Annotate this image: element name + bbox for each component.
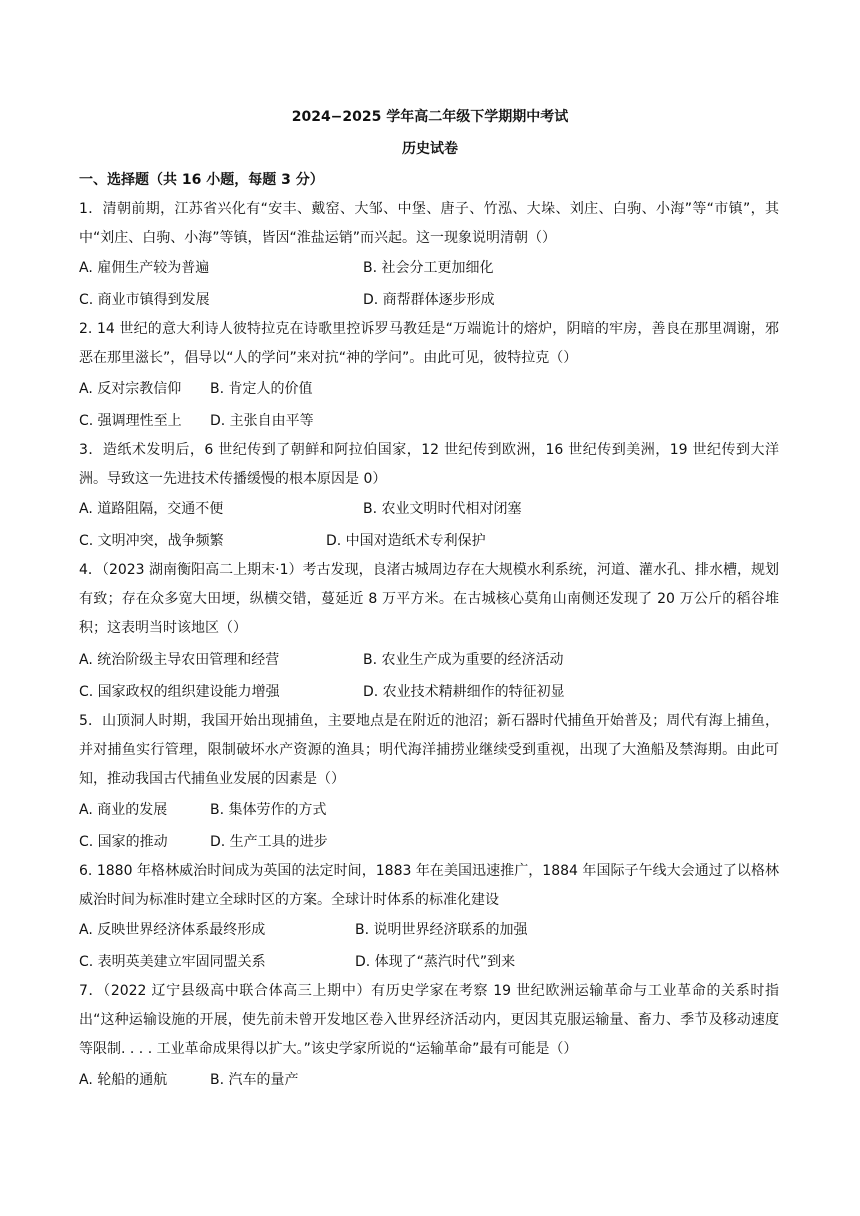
- question-6-option-b: B. 说明世界经济联系的加强: [355, 922, 528, 938]
- question-6-stem: 6. 1880 年格林威治时间成为英国的法定时间，1883 年在美国迅速推广，1884 年国际子午线大会通过了以格林威治时间为标准时建立全球时区的方案。全球计时体系的标准化建设: [79, 863, 779, 908]
- question-7-option-a: A. 轮船的通航: [79, 1072, 168, 1088]
- question-5-option-c: C. 国家的推动: [79, 834, 168, 850]
- question-2-option-a: A. 反对宗教信仰: [79, 381, 182, 397]
- question-5-option-b: B. 集体劳作的方式: [210, 802, 327, 818]
- question-2-option-c: C. 强调理性至上: [79, 413, 182, 429]
- section-heading: 一、选择题（共 16 小题，每题 3 分）: [79, 172, 324, 188]
- question-3-option-c: C. 文明冲突，战争频繁: [79, 533, 224, 549]
- question-7-option-b: B. 汽车的量产: [210, 1072, 299, 1088]
- question-5-option-d: D. 生产工具的进步: [210, 834, 328, 850]
- question-1-option-d: D. 商帮群体逐步形成: [363, 292, 495, 308]
- question-7-stem: 7．（2022 辽宁县级高中联合体高三上期中）有历史学家在考察 19 世纪欧洲运输革命与工业革命的关系时指出“这种运输设施的开展，使先前未曾开发地区卷入世界经济活动内，更因其克服运输量、畜力、季节及移动速度等限制. . . . 工业革命成果得以扩大。”该史学家所说的“运输革命”最有可能是（）: [79, 983, 779, 1057]
- question-6-option-c: C. 表明英美建立牢固同盟关系: [79, 954, 266, 970]
- question-2-option-d: D. 主张自由平等: [210, 413, 314, 429]
- question-1-option-b: B. 社会分工更加细化: [363, 260, 494, 276]
- question-1-option-c: C. 商业市镇得到发展: [79, 292, 210, 308]
- exam-subtitle: 历史试卷: [402, 141, 458, 157]
- question-3-option-d: D. 中国对造纸术专利保护: [326, 533, 486, 549]
- question-4-option-b: B. 农业生产成为重要的经济活动: [363, 652, 564, 668]
- question-2-stem: 2. 14 世纪的意大利诗人彼特拉克在诗歌里控诉罗马教廷是“万端诡计的熔炉，阴暗的牢房，善良在那里凋谢，邪恶在那里滋长”，倡导以“人的学问”来对抗“神的学问”。由此可见，彼特拉克（）: [79, 321, 779, 366]
- exam-title: 2024−2025 学年高二年级下学期期中考试: [291, 109, 569, 125]
- question-2-option-b: B. 肯定人的价值: [210, 381, 313, 397]
- question-5-stem: 5．山顶洞人时期，我国开始出现捕鱼，主要地点是在附近的池沼；新石器时代捕鱼开始普及；周代有海上捕鱼，并对捕鱼实行管理，限制破坏水产资源的渔具；明代海洋捕捞业继续受到重视，出现了大渔船及禁海期。由此可知，推动我国古代捕鱼业发展的因素是（）: [79, 713, 779, 787]
- question-3-option-b: B. 农业文明时代相对闭塞: [363, 501, 522, 517]
- question-4-option-d: D. 农业技术精耕细作的特征初显: [363, 684, 565, 700]
- question-1-stem: 1．清朝前期，江苏省兴化有“安丰、戴窑、大邹、中堡、唐子、竹泓、大垛、刘庄、白驹、小海”等“市镇”，其中“刘庄、白驹、小海”等镇，皆因“淮盐运销”而兴起。这一现象说明清朝（）: [79, 201, 779, 246]
- question-4-option-c: C. 国家政权的组织建设能力增强: [79, 684, 280, 700]
- question-3-stem: 3．造纸术发明后，6 世纪传到了朝鲜和阿拉伯国家，12 世纪传到欧洲，16 世纪传到美洲，19 世纪传到大洋洲。导致这一先进技术传播缓慢的根本原因是 0）: [79, 442, 779, 487]
- question-5-option-a: A. 商业的发展: [79, 802, 168, 818]
- question-1-option-a: A. 雇佣生产较为普遍: [79, 260, 210, 276]
- question-4-stem: 4．（2023 湖南衡阳高二上期末·1）考古发现，良渚古城周边存在大规模水利系统，河道、灌水孔、排水槽，规划有致；存在众多宽大田埂，纵横交错，蔓延近 8 万平方米。在古城核心莫角山南侧还发现了 20 万公斤的稻谷堆积；这表明当时该地区（）: [79, 562, 779, 636]
- question-6-option-d: D. 体现了“蒸汽时代”到来: [355, 954, 516, 970]
- question-6-option-a: A. 反映世界经济体系最终形成: [79, 922, 266, 938]
- question-4-option-a: A. 统治阶级主导农田管理和经营: [79, 652, 280, 668]
- question-3-option-a: A. 道路阻隔，交通不便: [79, 501, 224, 517]
